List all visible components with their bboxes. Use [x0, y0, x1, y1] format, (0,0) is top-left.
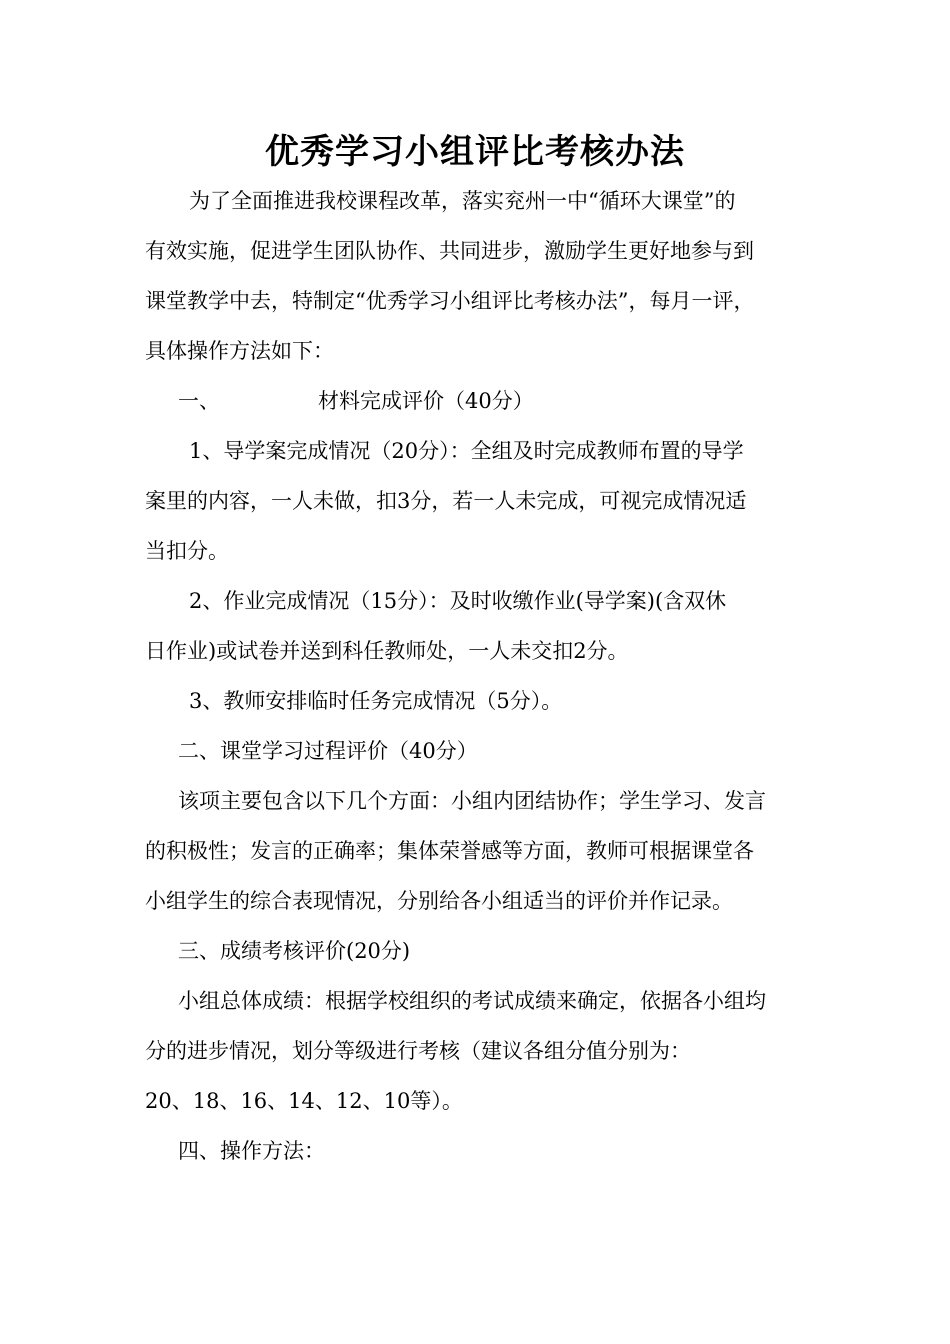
paragraph-line: 2、作业完成情况（15分）：及时收缴作业(导学案)(含双休	[189, 589, 727, 613]
paragraph-line: 小组总体成绩：根据学校组织的考试成绩来确定，依据各小组均	[178, 989, 766, 1013]
section-heading: 三、成绩考核评价(20分)	[178, 939, 411, 963]
section-heading: 四、操作方法：	[178, 1139, 325, 1163]
section-heading: 二、课堂学习过程评价（40分）	[178, 739, 478, 763]
paragraph-line: 分的进步情况，划分等级进行考核（建议各组分值分别为：	[145, 1039, 691, 1063]
document-title: 优秀学习小组评比考核办法	[265, 132, 685, 172]
paragraph-line: 该项主要包含以下几个方面：小组内团结协作；学生学习、发言	[178, 789, 766, 813]
paragraph-line: 具体操作方法如下：	[145, 339, 334, 363]
section-number: 一、	[178, 389, 220, 413]
paragraph-line: 课堂教学中去，特制定“优秀学习小组评比考核办法”，每月一评，	[145, 289, 755, 313]
paragraph-line: 的积极性；发言的正确率；集体荣誉感等方面，教师可根据课堂各	[145, 839, 754, 863]
section-heading: 材料完成评价（40分）	[318, 389, 534, 413]
paragraph-line: 当扣分。	[145, 539, 229, 563]
paragraph-line: 1、导学案完成情况（20分）：全组及时完成教师布置的导学	[189, 439, 744, 463]
paragraph-line: 日作业)或试卷并送到科任教师处，一人未交扣2分。	[145, 639, 629, 663]
paragraph-line: 小组学生的综合表现情况，分别给各小组适当的评价并作记录。	[145, 889, 733, 913]
paragraph-line: 案里的内容，一人未做，扣3分，若一人未完成，可视完成情况适	[145, 489, 747, 513]
paragraph-line: 为了全面推进我校课程改革，落实兖州一中“循环大课堂”的	[189, 189, 736, 213]
paragraph-line: 3、教师安排临时任务完成情况（5分）。	[189, 689, 563, 713]
paragraph-line: 20、18、16、14、12、10等）。	[145, 1089, 463, 1113]
paragraph-line: 有效实施，促进学生团队协作、共同进步，激励学生更好地参与到	[145, 239, 754, 263]
